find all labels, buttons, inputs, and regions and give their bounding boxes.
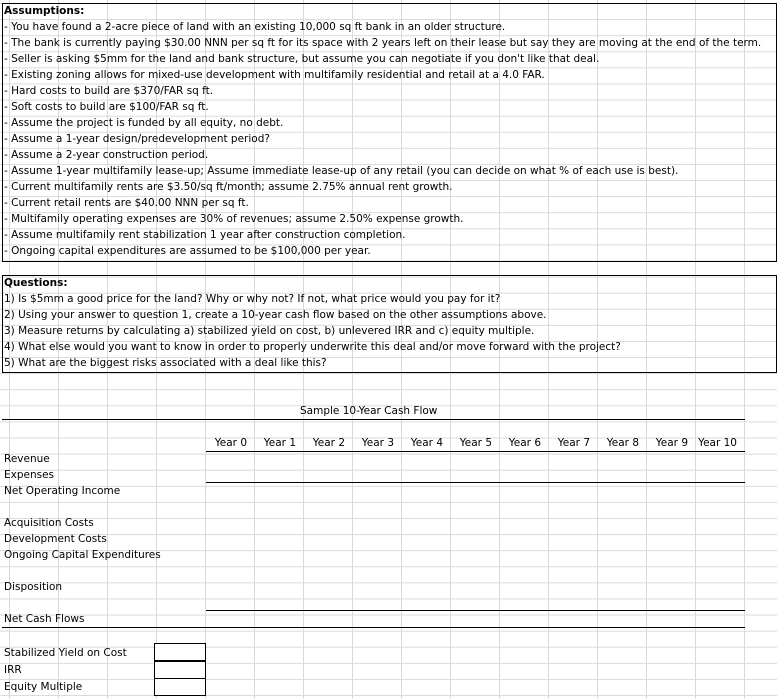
net-cash-top-border <box>206 610 745 611</box>
year-header[interactable]: Year 1 <box>263 437 296 449</box>
year-header[interactable]: Year 7 <box>557 437 590 449</box>
irr-input[interactable] <box>154 661 206 679</box>
assumption-item[interactable]: - Hard costs to build are $370/FAR sq ft. <box>4 85 214 97</box>
question-item[interactable]: 1) Is $5mm a good price for the land? Why or why not? If not, what price would you pay for it? <box>4 293 501 305</box>
row-label-capex[interactable]: Ongoing Capital Expenditures <box>4 549 161 561</box>
row-label-acquisition[interactable]: Acquisition Costs <box>4 517 94 529</box>
year-header[interactable]: Year 4 <box>410 437 443 449</box>
row-label-noi[interactable]: Net Operating Income <box>4 485 121 497</box>
cashflow-top-border <box>2 419 745 420</box>
return-label-equity-multiple[interactable]: Equity Multiple <box>4 681 83 693</box>
return-label-yield-on-cost[interactable]: Stabilized Yield on Cost <box>4 647 127 659</box>
question-item[interactable]: 4) What else would you want to know in order to properly underwrite this deal and/or move forward with the project? <box>4 341 621 353</box>
assumption-item[interactable]: - Seller is asking $5mm for the land and bank structure, but assume you can negotiate if you don't like that deal. <box>4 53 600 65</box>
row-label-net-cash-flows[interactable]: Net Cash Flows <box>4 613 85 625</box>
year-header[interactable]: Year 6 <box>508 437 541 449</box>
row-label-disposition[interactable]: Disposition <box>4 581 63 593</box>
assumption-item[interactable]: - Assume multifamily rent stabilization 1 year after construction completion. <box>4 229 406 241</box>
yield-on-cost-input[interactable] <box>154 643 206 661</box>
question-item[interactable]: 3) Measure returns by calculating a) stabilized yield on cost, b) unlevered IRR and c) equity multiple. <box>4 325 535 337</box>
assumption-item[interactable]: - Current retail rents are $40.00 NNN per sq ft. <box>4 197 249 209</box>
assumption-item[interactable]: - Soft costs to build are $100/FAR sq ft. <box>4 101 209 113</box>
cashflow-title[interactable]: Sample 10-Year Cash Flow <box>300 405 438 417</box>
year-header[interactable]: Year 5 <box>459 437 492 449</box>
equity-multiple-input[interactable] <box>154 678 206 696</box>
year-header[interactable]: Year 3 <box>361 437 394 449</box>
row-label-expenses[interactable]: Expenses <box>4 469 55 481</box>
question-item[interactable]: 5) What are the biggest risks associated with a deal like this? <box>4 357 327 369</box>
assumption-item[interactable]: - Assume a 2-year construction period. <box>4 149 209 161</box>
return-label-irr[interactable]: IRR <box>4 664 22 676</box>
year-header[interactable]: Year 9 <box>655 437 688 449</box>
assumption-item[interactable]: - The bank is currently paying $30.00 NNN per sq ft for its space with 2 years left on their lease but say they are moving at the end of the term. <box>4 37 762 49</box>
assumption-item[interactable]: - Multifamily operating expenses are 30% of revenues; assume 2.50% expense growth. <box>4 213 464 225</box>
row-label-revenue[interactable]: Revenue <box>4 453 50 465</box>
question-item[interactable]: 2) Using your answer to question 1, create a 10-year cash flow based on the other assumptions above. <box>4 309 547 321</box>
questions-heading[interactable]: Questions: <box>4 277 68 289</box>
assumption-item[interactable]: - Assume 1-year multifamily lease-up; Assume immediate lease-up of any retail (you can decide on what % of each use is best). <box>4 165 679 177</box>
row-label-development[interactable]: Development Costs <box>4 533 107 545</box>
assumption-item[interactable]: - Ongoing capital expenditures are assumed to be $100,000 per year. <box>4 245 371 257</box>
year-header[interactable]: Year 10 <box>698 437 737 449</box>
assumption-item[interactable]: - Existing zoning allows for mixed-use development with multifamily residential and retail at a 4.0 FAR. <box>4 69 545 81</box>
net-cash-bottom-border <box>2 627 745 628</box>
year-header-underline <box>206 451 745 452</box>
year-header[interactable]: Year 8 <box>606 437 639 449</box>
year-header[interactable]: Year 0 <box>214 437 247 449</box>
assumption-item[interactable]: - Assume the project is funded by all equity, no debt. <box>4 117 284 129</box>
expenses-underline <box>206 482 745 483</box>
assumptions-heading[interactable]: Assumptions: <box>4 5 85 17</box>
assumption-item[interactable]: - Current multifamily rents are $3.50/sq ft/month; assume 2.75% annual rent growth. <box>4 181 453 193</box>
assumption-item[interactable]: - You have found a 2-acre piece of land with an existing 10,000 sq ft bank in an older structure. <box>4 21 506 33</box>
year-header[interactable]: Year 2 <box>312 437 345 449</box>
assumption-item[interactable]: - Assume a 1-year design/predevelopment period? <box>4 133 270 145</box>
